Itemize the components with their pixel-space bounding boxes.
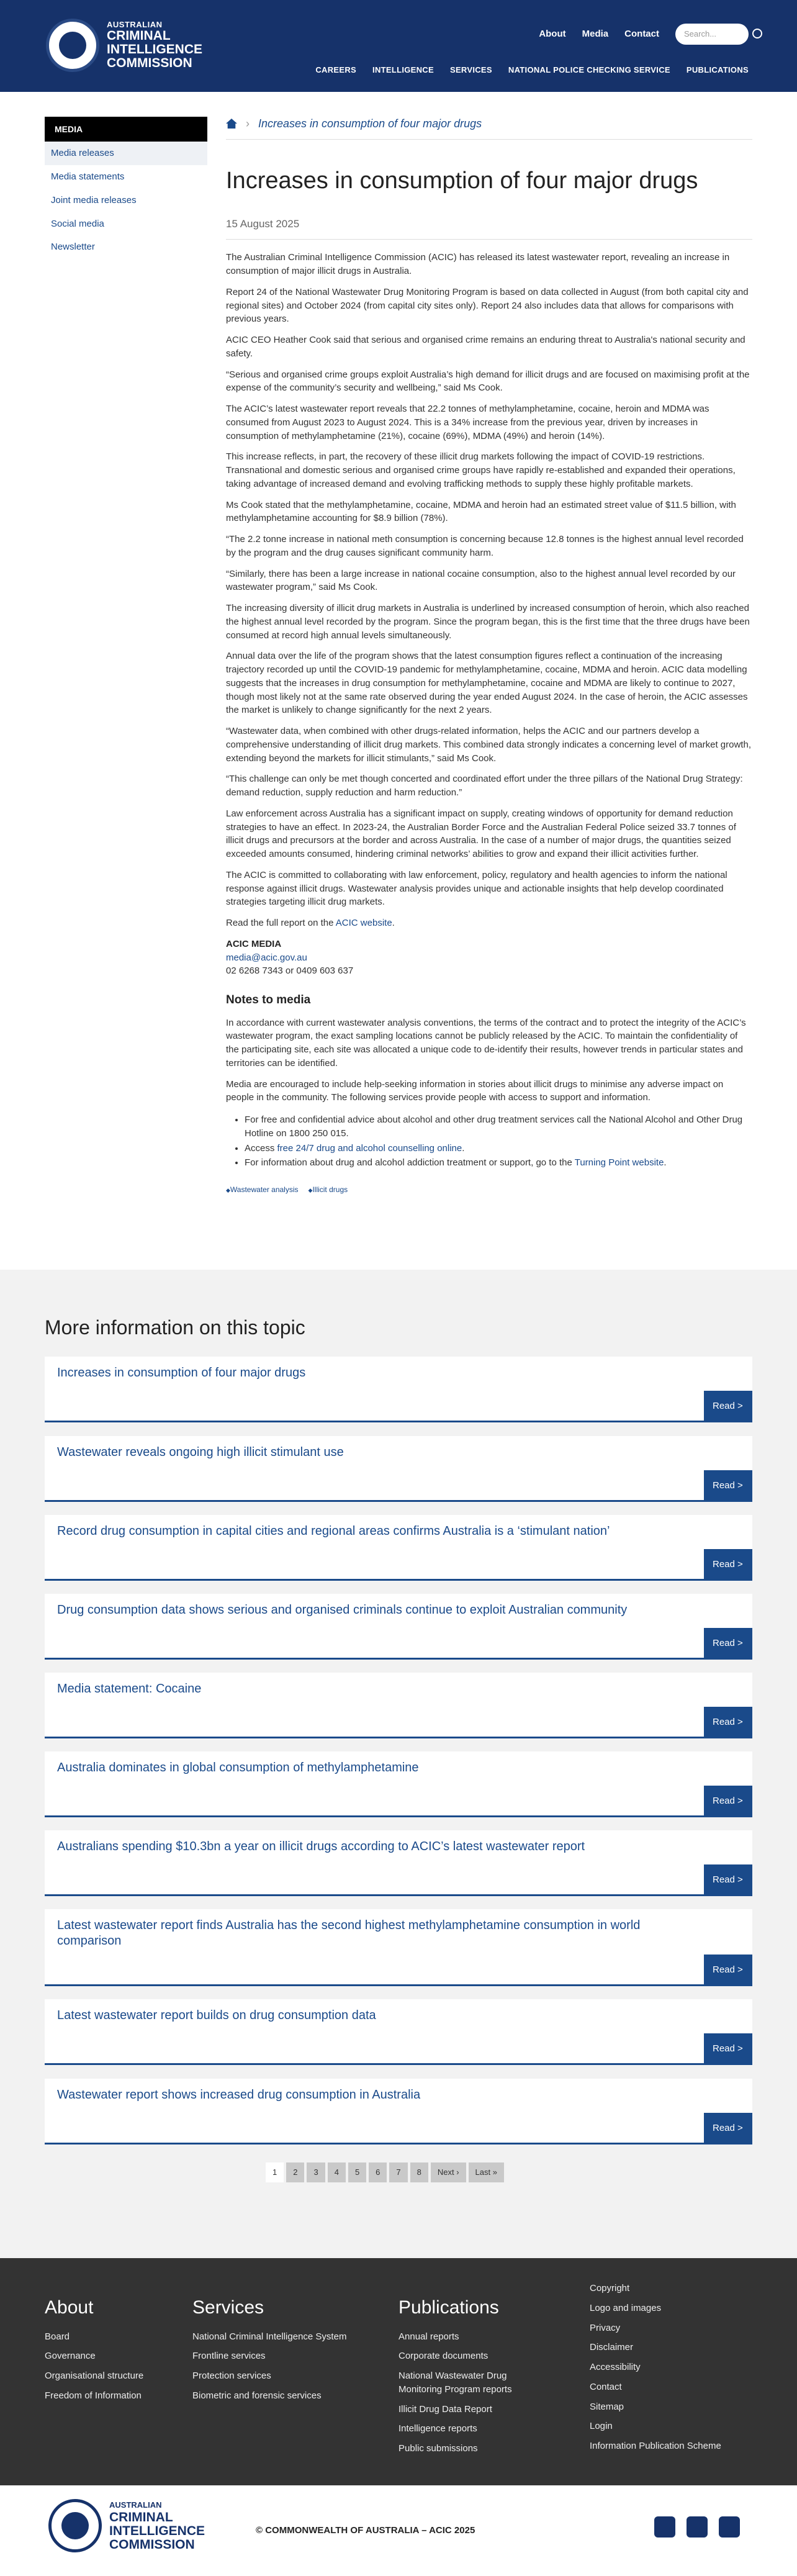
paragraph: The Australian Criminal Intelligence Commission (ACIC) has released its latest wastewater report, revealing an increase in consumption of major illicit drugs in Australia. — [226, 252, 730, 277]
search-icon[interactable] — [752, 29, 762, 38]
contact-name: ACIC MEDIA — [226, 938, 282, 949]
more-information-section — [0, 1270, 797, 2258]
sidebar — [45, 117, 207, 259]
contact-email-link[interactable]: media@acic.gov.au — [226, 952, 307, 963]
tag-list — [226, 1185, 752, 1195]
footer-link[interactable]: Intelligence reports — [398, 2423, 477, 2434]
breadcrumb-current[interactable]: Increases in consumption of four major drugs — [258, 117, 482, 130]
footer-link[interactable]: Disclaimer — [590, 2342, 634, 2353]
logo-text: INTELLIGENCE — [107, 42, 203, 57]
card-title[interactable]: Record drug consumption in capital cities and regional areas confirms Australia is a ‘stimulant nation’ — [57, 1524, 610, 1538]
read-full-report — [226, 916, 752, 930]
logo-text: AUSTRALIAN — [107, 19, 163, 29]
logo-text: COMMISSION — [107, 56, 192, 71]
paragraph: Report 24 of the National Wastewater Drug Monitoring Program is based on data collected in August (from both capital city and regional sites) and October 2024 (from capital city sites only). Report 24 also includes data that allows for comparisons with previous years. — [226, 286, 749, 325]
read-button[interactable]: Read > — [704, 1707, 752, 1737]
acic-website-link[interactable]: ACIC website — [335, 918, 392, 929]
nav-police-checking[interactable]: NATIONAL POLICE CHECKING SERVICE — [508, 65, 670, 75]
media-contact — [226, 938, 752, 978]
logo-text: COMMISSION — [109, 2538, 195, 2552]
main-nav — [315, 65, 749, 76]
page-8[interactable]: 8 — [410, 2162, 428, 2182]
counselling-link[interactable]: free 24/7 drug and alcohol counselling online — [277, 1142, 462, 1154]
sidebar-item-social-media[interactable]: Social media — [51, 218, 104, 229]
card-title[interactable]: Media statement: Cocaine — [57, 1682, 202, 1696]
text: . — [664, 1157, 667, 1168]
list-item: • For free and confidential advice about alcohol and other drug treatment services call the National Alcohol and Other Drug Hotline on 1800 250 015. — [245, 1113, 752, 1141]
sidebar-item-media-statements[interactable]: Media statements — [51, 171, 125, 183]
paragraph: “Serious and organised crime groups exploit Australia’s high demand for illicit drugs and are focused on maximising profit at the expense of the community’s security and wellbeing,” said Ms Cook. — [226, 369, 750, 394]
paragraph: The ACIC is committed to collaborating with law enforcement, policy, regulatory and health agencies to inform the national response against illicit drugs. Wastewater analysis provides unique and actionable insights that help develop coordinated strategies targeting illicit drug markets. — [226, 869, 727, 908]
breadcrumb — [226, 115, 752, 140]
social-links — [654, 2516, 740, 2538]
paragraph: “Similarly, there has been a large increase in national cocaine consumption, also to the highest annual level recorded by our wastewater program,” said Ms Cook. — [226, 568, 736, 593]
footer-link[interactable]: Accessibility — [590, 2362, 641, 2372]
nav-contact[interactable]: Contact — [624, 29, 659, 40]
sidebar-heading: MEDIA — [45, 117, 207, 142]
page-7[interactable]: 7 — [389, 2162, 407, 2182]
next-page[interactable]: Next › — [431, 2162, 466, 2182]
notes-heading: Notes to media — [226, 993, 311, 1007]
footer-link[interactable]: Copyright — [590, 2283, 630, 2294]
support-list — [245, 1113, 752, 1170]
footer-link[interactable]: Sitemap — [590, 2401, 624, 2412]
related-card[interactable] — [45, 1673, 752, 1738]
footer-link[interactable]: Governance — [45, 2351, 96, 2362]
related-card[interactable] — [45, 1751, 752, 1817]
nav-intelligence[interactable]: INTELLIGENCE — [372, 65, 434, 75]
card-title[interactable]: Latest wastewater report finds Australia has the second highest methylamphetamine consumption in world comparison — [57, 1918, 641, 1948]
related-card[interactable] — [45, 2079, 752, 2144]
top-nav — [539, 24, 749, 45]
read-button[interactable]: Read > — [704, 2033, 752, 2063]
nav-careers[interactable]: CAREERS — [315, 65, 357, 75]
related-card[interactable] — [45, 1436, 752, 1502]
commonwealth-seal-icon — [48, 2499, 102, 2552]
footer-link[interactable]: Illicit Drug Data Report — [398, 2403, 492, 2415]
copyright-text: © COMMONWEALTH OF AUSTRALIA – ACIC 2025 — [256, 2525, 475, 2536]
turning-point-link[interactable]: Turning Point website — [574, 1157, 664, 1168]
read-button[interactable]: Read > — [704, 1470, 752, 1500]
footer-about — [45, 2294, 143, 2409]
logo-text: CRIMINAL — [109, 2510, 173, 2525]
footer-link[interactable]: Annual reports — [398, 2331, 459, 2342]
paragraph: “Wastewater data, when combined with other drugs-related information, helps the ACIC and our partners develop a comprehensive understanding of illicit drug markets. This combined data strongly indicates a concerning level of market growth, extending beyond the markets for illicit stimulants,” said Ms Cook. — [226, 726, 751, 764]
paragraph: Ms Cook stated that the methylamphetamine, cocaine, MDMA and heroin had an estimated street value of $11.5 billion, with methylamphetamine accounting for $8.9 billion (78%). — [226, 499, 736, 524]
read-button[interactable]: Read > — [704, 2113, 752, 2143]
related-card[interactable] — [45, 1515, 752, 1581]
pagination — [266, 2162, 504, 2182]
list-item — [245, 1142, 752, 1155]
page-6[interactable]: 6 — [369, 2162, 387, 2182]
card-title[interactable]: Drug consumption data shows serious and organised criminals continue to exploit Australian community — [57, 1603, 628, 1617]
footer-link[interactable]: Protection services — [192, 2370, 271, 2381]
card-title[interactable]: Increases in consumption of four major drugs — [57, 1366, 306, 1380]
footer-link[interactable]: Frontline services — [192, 2351, 266, 2362]
commonwealth-seal-icon — [46, 19, 99, 72]
footer-heading[interactable]: Services — [192, 2297, 264, 2318]
nav-services[interactable]: SERVICES — [449, 65, 492, 75]
paragraph: Law enforcement across Australia has a significant impact on supply, creating windows of opportunity for demand reduction strategies to have an effect. In 2023-24, the Australian Border Force and the Australian Federal Police seized 33.7 tonnes of illicit drugs and precursors at the border and across Australia. In the case of a number of major drugs, the quantities seized exceeded amounts consumed, hindering criminal networks’ abilities to grow and expand their illicit activities further. — [226, 808, 736, 860]
page-5[interactable]: 5 — [348, 2162, 366, 2182]
read-button[interactable]: Read > — [704, 1628, 752, 1658]
read-button[interactable]: Read > — [704, 1786, 752, 1815]
footer-link[interactable]: Organisational structure — [45, 2370, 144, 2381]
related-card[interactable] — [45, 1999, 752, 2065]
related-card[interactable] — [45, 1830, 752, 1896]
linkedin-icon[interactable] — [654, 2516, 675, 2538]
nav-publications[interactable]: PUBLICATIONS — [686, 65, 749, 75]
card-title[interactable]: Wastewater report shows increased drug consumption in Australia — [57, 2088, 421, 2102]
footer-services — [192, 2294, 346, 2409]
card-title[interactable]: Latest wastewater report builds on drug consumption data — [57, 2009, 376, 2022]
sidebar-item-joint-media-releases[interactable]: Joint media releases — [51, 194, 137, 206]
sidebar-item-newsletter[interactable]: Newsletter — [51, 242, 95, 253]
paragraph: The ACIC’s latest wastewater report reveals that 22.2 tonnes of methylamphetamine, cocaine, heroin and MDMA was consumed from August 2023 to August 2024. This is a 34% increase from the previous year, driven by increases in consumption of methylamphetamine (21%), cocaine (69%), MDMA (49%) and heroin (14%). — [226, 404, 709, 441]
page-1[interactable]: 1 — [266, 2162, 284, 2182]
text: . — [462, 1142, 465, 1154]
text: Access — [245, 1142, 277, 1154]
paragraph: Media are encouraged to include help-seeking information in stories about illicit drugs to minimise any adverse impact on people in the community. The following services provide people with access to support and information. — [226, 1078, 724, 1103]
footer-link[interactable]: Contact — [590, 2381, 622, 2392]
last-page[interactable]: Last » — [469, 2162, 504, 2182]
acic-logo[interactable] — [48, 2499, 205, 2552]
page-2[interactable]: 2 — [286, 2162, 304, 2182]
footer-link[interactable]: Privacy — [590, 2322, 621, 2333]
tag-wastewater-analysis[interactable]: ◆ Wastewater analysis — [226, 1185, 299, 1195]
footer-link[interactable]: National Wastewater Drug Monitoring Program reports — [398, 2370, 512, 2395]
footer-bottom — [0, 2485, 797, 2576]
related-card[interactable] — [45, 1909, 752, 1986]
instagram-icon[interactable] — [687, 2516, 708, 2538]
paragraph: “The 2.2 tonne increase in national meth consumption is concerning because 12.8 tonnes is the highest annual level recorded by the program and the drug causes significant community harm. — [226, 534, 744, 558]
footer-link[interactable]: Board — [45, 2331, 70, 2342]
card-title[interactable]: Australia dominates in global consumption of methylamphetamine — [57, 1761, 419, 1774]
footer-link[interactable]: Corporate documents — [398, 2351, 489, 2362]
article — [226, 115, 752, 1196]
page-3[interactable]: 3 — [307, 2162, 325, 2182]
footer-link[interactable]: Login — [590, 2421, 613, 2432]
footer-heading[interactable]: Publications — [398, 2297, 499, 2318]
article-body — [226, 251, 752, 1195]
tag-illicit-drugs[interactable]: ◆ Illicit drugs — [308, 1185, 348, 1195]
page-title: Increases in consumption of four major drugs — [226, 168, 698, 194]
related-card[interactable] — [45, 1357, 752, 1422]
facebook-icon[interactable] — [719, 2516, 740, 2538]
card-title[interactable]: Wastewater reveals ongoing high illicit stimulant use — [57, 1445, 344, 1459]
logo-text: AUSTRALIAN — [109, 2500, 162, 2510]
footer-link[interactable]: National Criminal Intelligence System — [192, 2331, 347, 2342]
card-title[interactable]: Australians spending $10.3bn a year on illicit drugs according to ACIC’s latest wastewater report — [57, 1840, 585, 1853]
site-header — [0, 0, 797, 92]
footer-link[interactable]: Biometric and forensic services — [192, 2390, 322, 2401]
paragraph: The increasing diversity of illicit drug markets in Australia is underlined by increased consumption of heroin, which also reached the highest annual level recorded by the program. Since the program began, this is the first time that the three drugs have been consumed at record high annual levels simultaneously. — [226, 603, 750, 641]
paragraph: Annual data over the life of the program shows that the latest consumption figures reflect a continuation of the increasing trajectory recorded up until the COVID-19 pandemic for methylamphetamine, cocaine, MDMA and heroin. ACIC data modelling suggests that the increases in drug consumption for methylamphetamine, cocaine and MDMA are likely to continue to 2027, though most likely not at the same rate observed during the year ended August 2024. In the case of heroin, the ACIC assesses the market is unlikely to change significantly for the next 2 years. — [226, 651, 748, 716]
paragraph: In accordance with current wastewater analysis conventions, the terms of the contract and to protect the integrity of the ACIC’s wastewater program, the exact sampling locations cannot be publicly released by the ACIC. To maintain the confidentiality of the participating site, each site was allocated a unique code to de-identify their results, however trends in particular states and territories can be identified. — [226, 1017, 746, 1069]
acic-logo[interactable] — [46, 19, 202, 72]
read-button[interactable]: Read > — [704, 1864, 752, 1894]
article-date: 15 August 2025 — [226, 217, 752, 240]
footer-link[interactable]: Public submissions — [398, 2443, 478, 2454]
logo-text: INTELLIGENCE — [109, 2524, 205, 2539]
chevron-right-icon: › — [246, 117, 250, 130]
footer-link[interactable]: Logo and images — [590, 2302, 662, 2313]
page-4[interactable]: 4 — [328, 2162, 346, 2182]
contact-phone: 02 6268 7343 or 0409 603 637 — [226, 965, 354, 977]
nav-media[interactable]: Media — [582, 29, 609, 40]
footer-link[interactable]: Freedom of Information — [45, 2390, 142, 2401]
home-icon[interactable] — [226, 119, 237, 129]
search-input[interactable]: Search... — [675, 24, 749, 45]
read-button[interactable]: Read > — [704, 1549, 752, 1579]
list-item — [245, 1156, 752, 1170]
read-button[interactable]: Read > — [704, 1391, 752, 1421]
footer-publications — [398, 2294, 547, 2462]
logo-text: CRIMINAL — [107, 29, 171, 43]
section-heading: More information on this topic — [45, 1316, 305, 1339]
read-button[interactable]: Read > — [704, 1955, 752, 1984]
paragraph: This increase reflects, in part, the recovery of these illicit drug markets following the impact of COVID-19 restrictions. Transnational and domestic serious and organised crime groups have rapidly re-established and expanded their operations, taking advantage of increased demand and evolving trafficking methods to supply these highly profitable markets. — [226, 451, 736, 489]
paragraph: ACIC CEO Heather Cook said that serious and organised crime remains an enduring threat to Australia's national security and safety. — [226, 335, 745, 359]
nav-about[interactable]: About — [539, 29, 566, 40]
footer-misc — [590, 2282, 721, 2459]
paragraph: “This challenge can only be met though concerted and coordinated effort under the three pillars of the National Drug Strategy: demand reduction, supply reduction and harm reduction.” — [226, 774, 743, 798]
text: . — [392, 918, 395, 929]
text: For information about drug and alcohol addiction treatment or support, go to the — [245, 1157, 575, 1168]
footer-heading[interactable]: About — [45, 2297, 94, 2318]
footer-link[interactable]: Information Publication Scheme — [590, 2441, 721, 2451]
site-footer — [0, 2258, 797, 2485]
sidebar-item-media-releases[interactable]: Media releases — [45, 142, 207, 165]
related-card[interactable] — [45, 1594, 752, 1660]
text: Read the full report on the — [226, 918, 336, 929]
